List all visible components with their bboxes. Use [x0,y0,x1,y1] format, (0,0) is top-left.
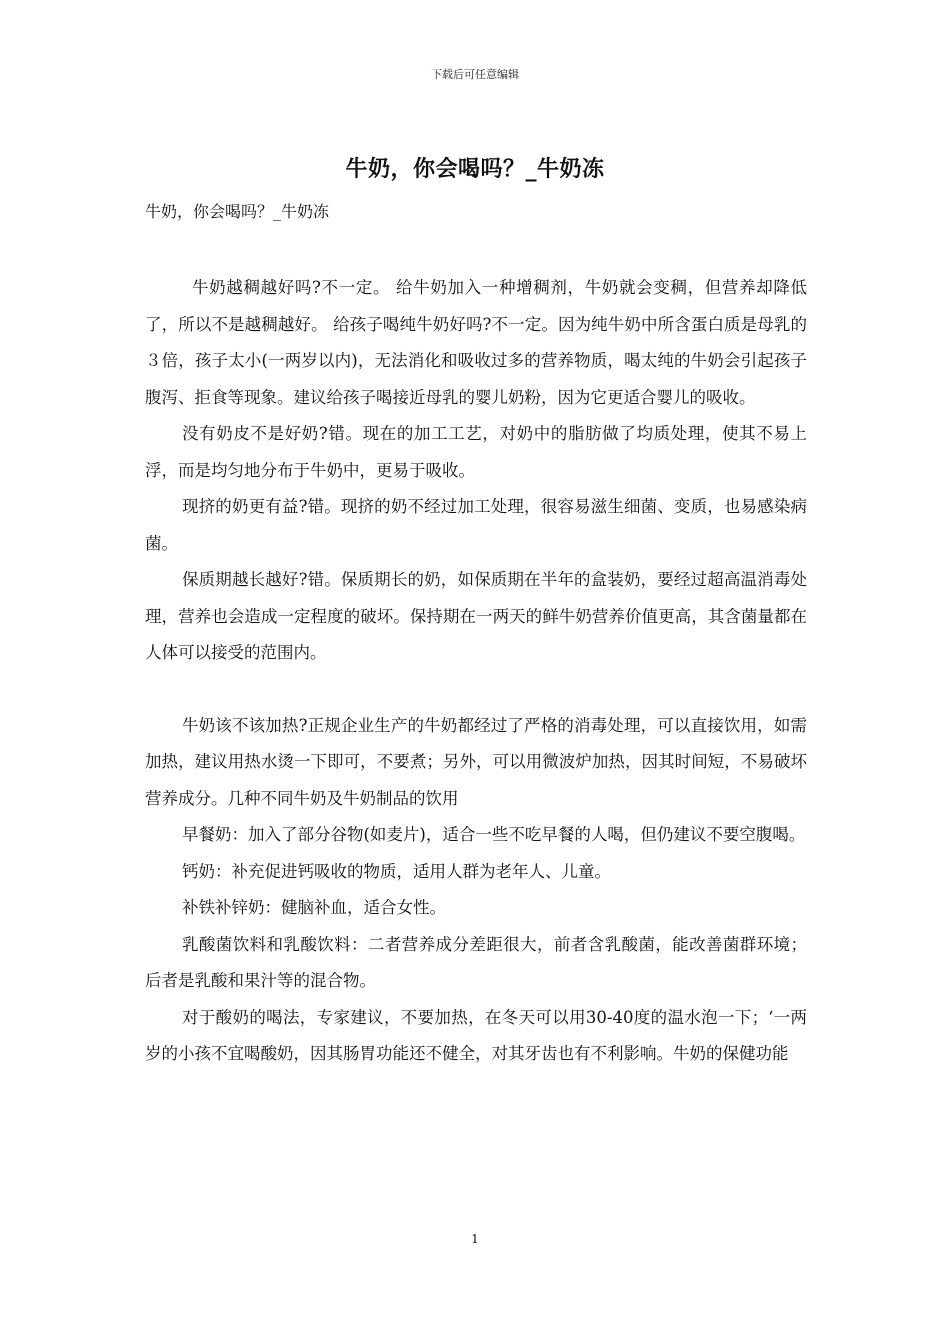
header-note: 下载后可任意编辑 [431,68,519,81]
paragraph-shelf-life: 保质期越长越好?错。保质期长的奶，如保质期在半年的盒装奶，要经过超高温消毒处理，营养也会造成一定程度的破坏。保持期在一两天的鲜牛奶营养价值更高，其含菌量都在人体可以接受的范围内。 [145,570,807,662]
document-body [145,270,807,1073]
paragraph-milk-skin: 没有奶皮不是好奶?错。现在的加工工艺，对奶中的脂肪做了均质处理，使其不易上浮，而是均匀地分布于牛奶中，更易于吸收。 [145,424,807,480]
document-title: 牛奶，你会喝吗？_牛奶冻 [345,156,605,182]
paragraph-fresh-milk: 现挤的奶更有益?错。现挤的奶不经过加工处理，很容易滋生细菌、变质，也易感染病菌。 [145,497,807,553]
paragraph-iron-zinc-milk: 补铁补锌奶：健脑补血，适合女性。 [182,898,446,917]
document-subtitle: 牛奶，你会喝吗？_牛奶冻 [145,202,330,221]
paragraph-gap [145,672,807,708]
paragraph-yogurt: 对于酸奶的喝法，专家建议，不要加热，在冬天可以用30-40度的温水泡一下；‘一两岁的小孩不宜喝酸奶，因其肠胃功能还不健全，对其牙齿也有不利影响。牛奶的保健功能 [145,1007,807,1063]
page-number: 1 [471,1232,479,1246]
paragraph-thickness: 牛奶越稠越好吗?不一定。 给牛奶加入一种增稠剂，牛奶就会变稠，但营养却降低了，所以不是越稠越好。 给孩子喝纯牛奶好吗?不一定。因为纯牛奶中所含蛋白质是母乳的３倍，孩子太小(一两岁以内)，无法消化和吸收过多的营养物质，喝太纯的牛奶会引起孩子腹泻、拒食等现象。建议给孩子喝接近母乳的婴儿奶粉，因为它更适合婴儿的吸收。 [145,278,807,407]
paragraph-breakfast-milk: 早餐奶：加入了部分谷物(如麦片)，适合一些不吃早餐的人喝，但仍建议不要空腹喝。 [182,825,806,844]
paragraph-calcium-milk: 钙奶：补充促进钙吸收的物质，适用人群为老年人、儿童。 [182,861,611,881]
paragraph-lactic-drinks: 乳酸菌饮料和乳酸饮料：二者营养成分差距很大，前者含乳酸菌，能改善菌群环境；后者是乳酸和果汁等的混合物。 [145,934,807,990]
paragraph-heating: 牛奶该不该加热?正规企业生产的牛奶都经过了严格的消毒处理，可以直接饮用，如需加热，建议用热水烫一下即可，不要煮；另外，可以用微波炉加热，因其时间短，不易破坏营养成分。几种不同牛奶及牛奶制品的饮用 [145,715,807,808]
